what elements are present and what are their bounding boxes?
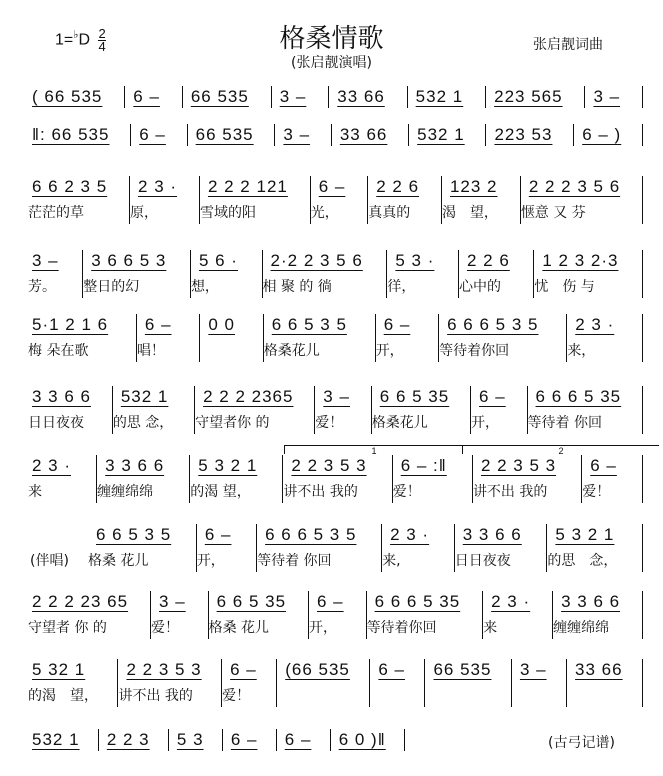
measure [183,86,272,108]
measure [486,86,585,108]
measure [408,86,486,108]
measure-lyric [370,685,416,707]
measure [28,314,137,362]
lyric-prefix: (伴唱) [30,553,69,569]
measure-lyric: 的思 念， [112,415,174,431]
measure [585,86,643,108]
measure-lyric: 缠缠绵绵 [553,620,610,636]
measure-lyric: 开， [375,343,404,359]
measure [277,729,331,751]
measure [151,591,209,639]
measure-notes: 3 – [593,87,621,106]
measure [368,176,442,224]
score-system [28,446,643,503]
measure-notes: 2 3 · [32,456,72,475]
measure-notes: 532 1 [32,730,80,749]
measure-notes: 3 3 6 6 [32,387,91,406]
measure-notes: 6 6 6 5 3 5 [265,525,357,544]
measure-lyric: 讲不出 我的 [283,484,358,500]
measure-notes: 532 1 [120,387,169,406]
measure-notes: 6 – [133,87,160,106]
measure [197,524,257,572]
measure-notes: 5 3 [176,730,204,749]
measure [439,314,567,362]
measure-lyric: 日日夜夜 [454,553,511,569]
measure-notes: 66 535 [433,660,492,679]
measure-notes: ( 66 535 [32,87,103,106]
measure-lyric: 讲不出 我的 [472,484,548,500]
measure-lyric: 缠缠绵绵 [97,484,154,500]
measure [130,176,200,224]
measure [28,86,125,108]
measure-lyric: 爱！ [315,415,344,431]
measure [528,386,643,434]
measure-notes: 33 66 [337,87,385,106]
measure-lyric [277,685,361,707]
measure [275,124,331,146]
measure-notes: 2 3 · [390,525,430,544]
measure-lyric: 爱！ [222,688,251,704]
score-system [30,524,643,572]
measure-lyric: 格桑花儿 [263,343,320,359]
measure-lyric: 雪域的阳 [199,205,256,221]
measure-notes: 66 535 [190,87,249,106]
measure [257,524,382,572]
measure-notes: 2 2 2 121 [207,177,288,196]
measure-lyric [425,685,502,707]
measure-notes: 6 6 6 5 35 [535,387,622,406]
measure [442,176,521,224]
measure-notes: 6 6 2 3 5 [32,177,108,196]
measure-notes: 2 2 2 23 65 [32,592,129,611]
measure-notes: 223 53 [494,125,553,144]
measure [200,314,263,362]
measure-lyric: 来， [567,343,596,359]
measure-notes: 6 – [230,730,258,749]
measure [393,455,473,503]
key-label: 1= [55,31,74,49]
score-system [28,124,643,146]
measure [222,659,277,707]
measure-lyric: 芳。 [28,279,56,295]
measure-notes: 123 2 [449,177,498,196]
measure-notes: 2 2 2 2365 [203,387,294,406]
measure [367,591,484,639]
measure [547,524,643,572]
measure-notes: 2 2 6 [466,251,510,270]
measure-notes: 0 0 [208,315,235,334]
measure [372,386,471,434]
measure-lyric [512,685,558,707]
measure [553,591,643,639]
measure-lyric: 来, [382,553,401,569]
measure-lyric: 开， [308,620,337,636]
measure-lyric: 守望者你 的 [195,415,270,431]
measure-notes: 6 – :‖ [400,456,447,475]
measure-notes: 6 – [284,730,312,749]
measure-lyric: 日日夜夜 [28,415,84,431]
measure-notes: 66 535 [195,125,254,144]
measure-lyric: 徉， [387,279,416,295]
measure [113,386,195,434]
measure-lyric: 爱！ [392,484,421,500]
measure [28,659,118,707]
measure-notes: 532 1 [415,87,464,106]
measure-notes: 6 – [479,387,506,406]
measure-lyric: 来 [28,484,42,500]
measure [309,591,367,639]
time-denominator: 4 [98,39,106,54]
measure [382,524,455,572]
measure-notes: 2 2 2 3 5 6 [528,177,621,196]
measure-notes: 3 6 6 5 3 [91,251,167,270]
score-system [28,176,643,224]
measure [195,386,315,434]
measure-notes: 5 3 · [395,251,435,270]
measure-notes: 6 – [383,315,411,334]
measure [315,386,371,434]
measure-lyric: 渴 望， [441,205,498,221]
measure-notes: 3 3 6 6 [105,456,165,475]
measure [455,524,548,572]
score-system [28,591,643,639]
measure-lyric: 的思 念， [547,553,618,569]
measure [567,659,643,707]
measure-notes: 3 – [279,87,307,106]
measure-lyric: 等待着你回 [366,620,437,636]
measure-notes: 223 565 [494,87,563,106]
measure-notes: 3 – [32,251,59,270]
measure-notes: 2 3 · [138,177,178,196]
time-numerator: 2 [98,26,106,41]
measure-lyric: 原， [130,205,159,221]
measure-lyric: 开， [196,553,225,569]
measure [88,524,197,572]
measure [534,250,643,298]
measure-lyric: 真真的 [368,205,411,221]
measure-notes: 2 3 · [491,592,531,611]
measure [188,124,276,146]
measure-notes: 6 – [139,125,166,144]
measure-lyric: 唱！ [136,343,165,359]
score-system [28,314,643,362]
measure [200,176,311,224]
measure-notes: 3 3 6 6 [561,592,621,611]
measure-lyric: 梅 朵在歌 [28,343,89,359]
measure-notes: 6 6 5 35 [216,592,287,611]
measure-notes: 5·1 2 1 6 [32,315,109,334]
measure-lyric: 格桑 花儿 [208,620,270,636]
measure [28,176,130,224]
measure-lyric [567,685,634,707]
measure-notes: 2 2 3 5 3 [291,456,367,475]
score-system [28,659,643,707]
measure-lyric: 光， [310,205,339,221]
measure [83,250,191,298]
measure-notes: 2 2 3 [106,730,150,749]
volta-bracket-2: 2 [462,445,659,454]
measure [370,659,425,707]
measure-notes: 2·2 2 3 5 6 [270,251,363,270]
measure [512,659,567,707]
measure-notes: 33 66 [339,125,388,144]
measure-notes: 6 6 5 3 5 [96,525,172,544]
measure-notes: 6 6 6 5 35 [374,592,461,611]
measure-notes: 6 – [378,660,405,679]
measure [574,124,643,146]
measure [521,176,643,224]
measure-notes: 6 6 5 35 [379,387,450,406]
measure-lyric: 相 聚 的 徜 [262,279,332,295]
measure [483,591,553,639]
measure-notes: 6 – [230,660,257,679]
measure-notes: 3 – [323,387,350,406]
measure [486,124,574,146]
measure [409,124,486,146]
measure [28,729,99,751]
measure [459,250,534,298]
measure [332,124,409,146]
measure-lyric: 惬意 又 芬 [520,205,586,221]
measure [137,314,200,362]
measure-lyric: 开， [471,415,500,431]
measure-notes: ‖: 66 535 [32,125,110,144]
measure [28,124,131,146]
measure [28,591,151,639]
measure-lyric: 等待着 你回 [257,553,332,569]
measure-lyric: 等待着你回 [439,343,510,359]
measure [191,250,263,298]
measure-notes: 5 32 1 [32,660,86,679]
measure-lyric: 心中的 [458,279,501,295]
measure [223,729,277,751]
measure [118,659,222,707]
measure-notes: 33 66 [575,660,623,679]
measure-lyric: 的渴 望， [28,688,98,704]
measure-notes: 3 3 6 6 [462,525,522,544]
measure [329,86,407,108]
measure [311,176,369,224]
measure-notes: 1 2 3 2·3 [542,251,619,270]
measure-notes: 5 3 2 1 [198,456,258,475]
measure [283,455,392,503]
measure [97,455,190,503]
measure-lyric: 爱！ [582,484,611,500]
measure-lyric: 的渴 望， [190,484,251,500]
measure [471,386,527,434]
volta-bracket-1: 1 [284,445,463,454]
measure-lyric: 格桑花儿 [371,415,428,431]
measure-lyric: 忧 伤 与 [534,279,595,295]
measure [473,455,582,503]
score-system [28,250,643,298]
measure-notes: 3 – [283,125,311,144]
measure-lyric: 守望者 你 的 [28,620,107,636]
measure-notes: 6 – [590,456,617,475]
measure [99,729,169,751]
measure-notes: 6 – ) [582,125,622,144]
score-system [28,86,643,108]
measure-lyric: 格桑 花儿 [88,553,149,569]
measure [425,659,511,707]
measure-notes: 6 – [316,592,344,611]
measure-notes: 6 6 6 5 3 5 [447,315,539,334]
measure-lyric: 整日的幻 [83,279,140,295]
measure [582,455,643,503]
score-system [28,729,405,751]
measure [209,591,309,639]
measure-notes: (66 535 [285,660,350,679]
transcriber-credit: (古弓记谱) [548,735,615,751]
measure [28,455,97,503]
measure-lyric: 讲不出 我的 [118,688,193,704]
measure [131,124,187,146]
measure-notes: 5 6 · [198,251,238,270]
measure [331,729,405,751]
key-note: D [78,31,91,49]
measure-notes: 532 1 [417,125,465,144]
measure [376,314,439,362]
composer: 张启靓词曲 [533,37,603,53]
measure [263,250,388,298]
measure [169,729,223,751]
measure [387,250,459,298]
measure [567,314,643,362]
measure [125,86,183,108]
measure-notes: 2 2 3 5 3 [126,660,202,679]
measure-notes: 2 2 3 5 3 [480,456,557,475]
measure-lyric [200,340,254,362]
measure-notes: 6 – [318,177,346,196]
song-title: 格桑情歌 [279,24,384,54]
measure [277,659,370,707]
performer: (张启靓演唱) [291,55,372,71]
score-system [28,386,643,434]
flat-sign: ♭ [73,29,79,41]
measure-notes: 6 – [204,525,232,544]
measure-notes: 6 – [144,315,172,334]
measure-notes: 3 – [159,592,186,611]
measure-notes: 2 3 · [575,315,615,334]
measure [28,386,113,434]
measure-lyric: 想， [190,279,219,295]
measure-lyric: 爱！ [151,620,180,636]
measure-notes: 6 0 )‖ [338,730,386,749]
measure [264,314,376,362]
measure [190,455,283,503]
measure-lyric: 来 [483,620,498,636]
measure-notes: 2 2 6 [376,177,420,196]
measure-lyric: 等待着 你回 [527,415,602,431]
measure-notes: 5 3 2 1 [555,525,615,544]
measure [28,250,83,298]
measure [272,86,330,108]
measure-lyric: 茫茫的草 [28,205,84,221]
measure-notes: 3 – [519,660,547,679]
measure-notes: 6 6 5 3 5 [271,315,347,334]
